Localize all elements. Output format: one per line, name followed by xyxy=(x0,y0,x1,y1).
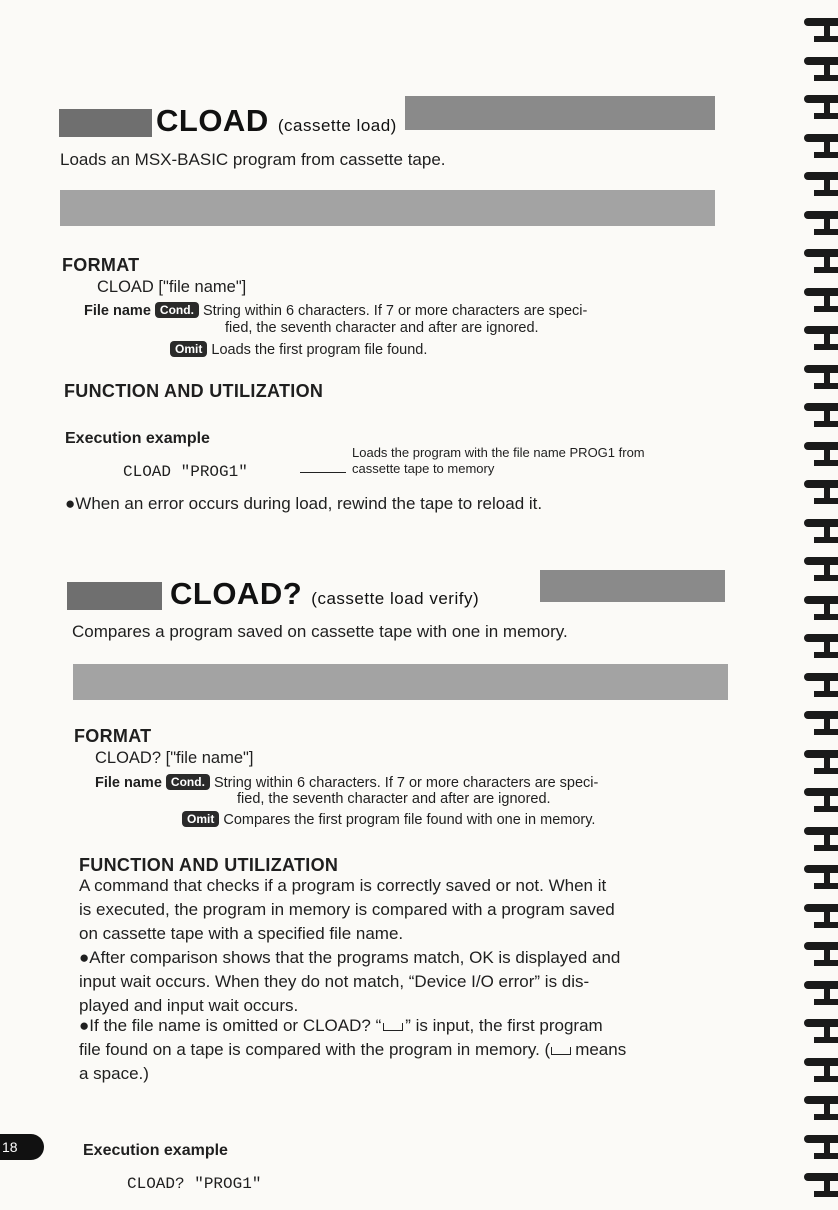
bullet-line: played and input wait occurs. xyxy=(79,996,299,1015)
param-name: File name xyxy=(84,303,151,319)
section-subtitle: (cassette load verify) xyxy=(311,589,480,608)
spiral-coil xyxy=(800,57,838,83)
example-note xyxy=(352,445,645,477)
bullet-item xyxy=(79,946,620,1018)
bullet-line: ●If the file name is omitted or CLOAD? “ ” is input, the first program xyxy=(79,1016,603,1035)
cond-text-2: fied, the seventh character and after are ignored. xyxy=(225,320,539,336)
example-heading: Execution example xyxy=(65,430,210,447)
section-title-text: CLOAD xyxy=(156,103,269,138)
spiral-coil xyxy=(800,134,838,160)
spiral-coil xyxy=(800,1019,838,1045)
spiral-coil xyxy=(800,750,838,776)
section-rule-bar xyxy=(60,190,715,226)
spiral-coil xyxy=(800,519,838,545)
spiral-coil xyxy=(800,403,838,429)
spiral-coil xyxy=(800,1173,838,1199)
spiral-coil xyxy=(800,865,838,891)
bullet-line: ●After comparison shows that the programs match, OK is displayed and xyxy=(79,948,621,967)
param-row xyxy=(84,302,587,319)
section-title xyxy=(170,576,479,612)
space-symbol-icon xyxy=(551,1047,571,1055)
spiral-coil xyxy=(800,172,838,198)
bullet-dot: ● xyxy=(79,1016,90,1035)
section-title xyxy=(156,103,397,139)
spiral-coil xyxy=(800,596,838,622)
bullet-line: file found on a tape is compared with the program in memory. ( means xyxy=(79,1040,627,1059)
space-symbol-icon xyxy=(383,1023,403,1031)
spiral-coil xyxy=(800,1058,838,1084)
cond-badge: Cond. xyxy=(166,774,210,790)
section-intro: Compares a program saved on cassette tape with one in memory. xyxy=(72,622,568,641)
format-heading: FORMAT xyxy=(74,726,152,746)
spiral-coil xyxy=(800,788,838,814)
title-bar-left xyxy=(59,109,152,137)
format-heading: FORMAT xyxy=(62,255,140,275)
omit-text: Compares the first program file found with one in memory. xyxy=(223,812,596,828)
param-row xyxy=(95,774,598,791)
spiral-coil xyxy=(800,326,838,352)
bullet-item xyxy=(79,1014,626,1086)
function-heading: FUNCTION AND UTILIZATION xyxy=(79,855,339,875)
title-bar-right xyxy=(540,570,725,602)
example-leader-line xyxy=(300,472,346,473)
spiral-coil xyxy=(800,442,838,468)
omit-badge: Omit xyxy=(170,341,207,357)
page-number: 18 xyxy=(0,1134,44,1160)
spiral-coil xyxy=(800,827,838,853)
omit-text: Loads the first program file found. xyxy=(211,342,428,358)
paragraph-line: is executed, the program in memory is compared with a program saved xyxy=(79,900,615,919)
spiral-coil xyxy=(800,942,838,968)
cond-text-1: String within 6 characters. If 7 or more characters are speci- xyxy=(213,775,599,791)
spiral-coil xyxy=(800,95,838,121)
spiral-coil xyxy=(800,211,838,237)
spiral-coil xyxy=(800,365,838,391)
bullet-line: a space.) xyxy=(79,1064,149,1083)
spiral-binding xyxy=(796,0,838,1210)
format-syntax: CLOAD? ["file name"] xyxy=(95,749,254,767)
function-heading: FUNCTION AND UTILIZATION xyxy=(64,381,324,401)
omit-row xyxy=(182,811,595,828)
format-syntax: CLOAD ["file name"] xyxy=(97,278,247,296)
spiral-coil xyxy=(800,1096,838,1122)
bullet-line: input wait occurs. When they do not match, “Device I/O error” is dis- xyxy=(79,972,590,991)
spiral-coil xyxy=(800,634,838,660)
bullet-dot: ● xyxy=(79,948,90,967)
example-note-line1: Loads the program with the file name PROG1 from xyxy=(352,445,645,460)
paragraph-line: A command that checks if a program is correctly saved or not. When it xyxy=(79,876,607,895)
omit-row xyxy=(170,341,427,358)
example-code: CLOAD? "PROG1" xyxy=(127,1175,262,1193)
function-paragraph xyxy=(79,874,615,946)
spiral-coil xyxy=(800,711,838,737)
spiral-coil xyxy=(800,288,838,314)
section-title-text: CLOAD? xyxy=(170,576,303,611)
cond-badge: Cond. xyxy=(155,302,199,318)
param-name: File name xyxy=(95,775,162,791)
spiral-coil xyxy=(800,480,838,506)
spiral-coil xyxy=(800,1135,838,1161)
title-bar-right xyxy=(405,96,715,130)
example-code: CLOAD "PROG1" xyxy=(123,463,248,481)
paragraph-line: on cassette tape with a specified file name. xyxy=(79,924,404,943)
spiral-coil xyxy=(800,673,838,699)
example-heading: Execution example xyxy=(83,1142,228,1159)
cond-text-2: fied, the seventh character and after are ignored. xyxy=(237,791,551,807)
section-intro: Loads an MSX-BASIC program from cassette tape. xyxy=(60,150,446,169)
spiral-coil xyxy=(800,18,838,44)
omit-badge: Omit xyxy=(182,811,219,827)
cond-text-1: String within 6 characters. If 7 or more characters are speci- xyxy=(202,303,588,319)
bullet-text: When an error occurs during load, rewind the tape to reload it. xyxy=(75,494,543,513)
spiral-coil xyxy=(800,557,838,583)
bullet-item xyxy=(65,494,542,514)
section-rule-bar xyxy=(73,664,728,700)
title-bar-left xyxy=(67,582,162,610)
example-note-line2: cassette tape to memory xyxy=(352,461,495,476)
section-subtitle: (cassette load) xyxy=(277,116,397,135)
spiral-coil xyxy=(800,904,838,930)
bullet-dot: ● xyxy=(65,494,76,513)
spiral-coil xyxy=(800,249,838,275)
spiral-coil xyxy=(800,981,838,1007)
